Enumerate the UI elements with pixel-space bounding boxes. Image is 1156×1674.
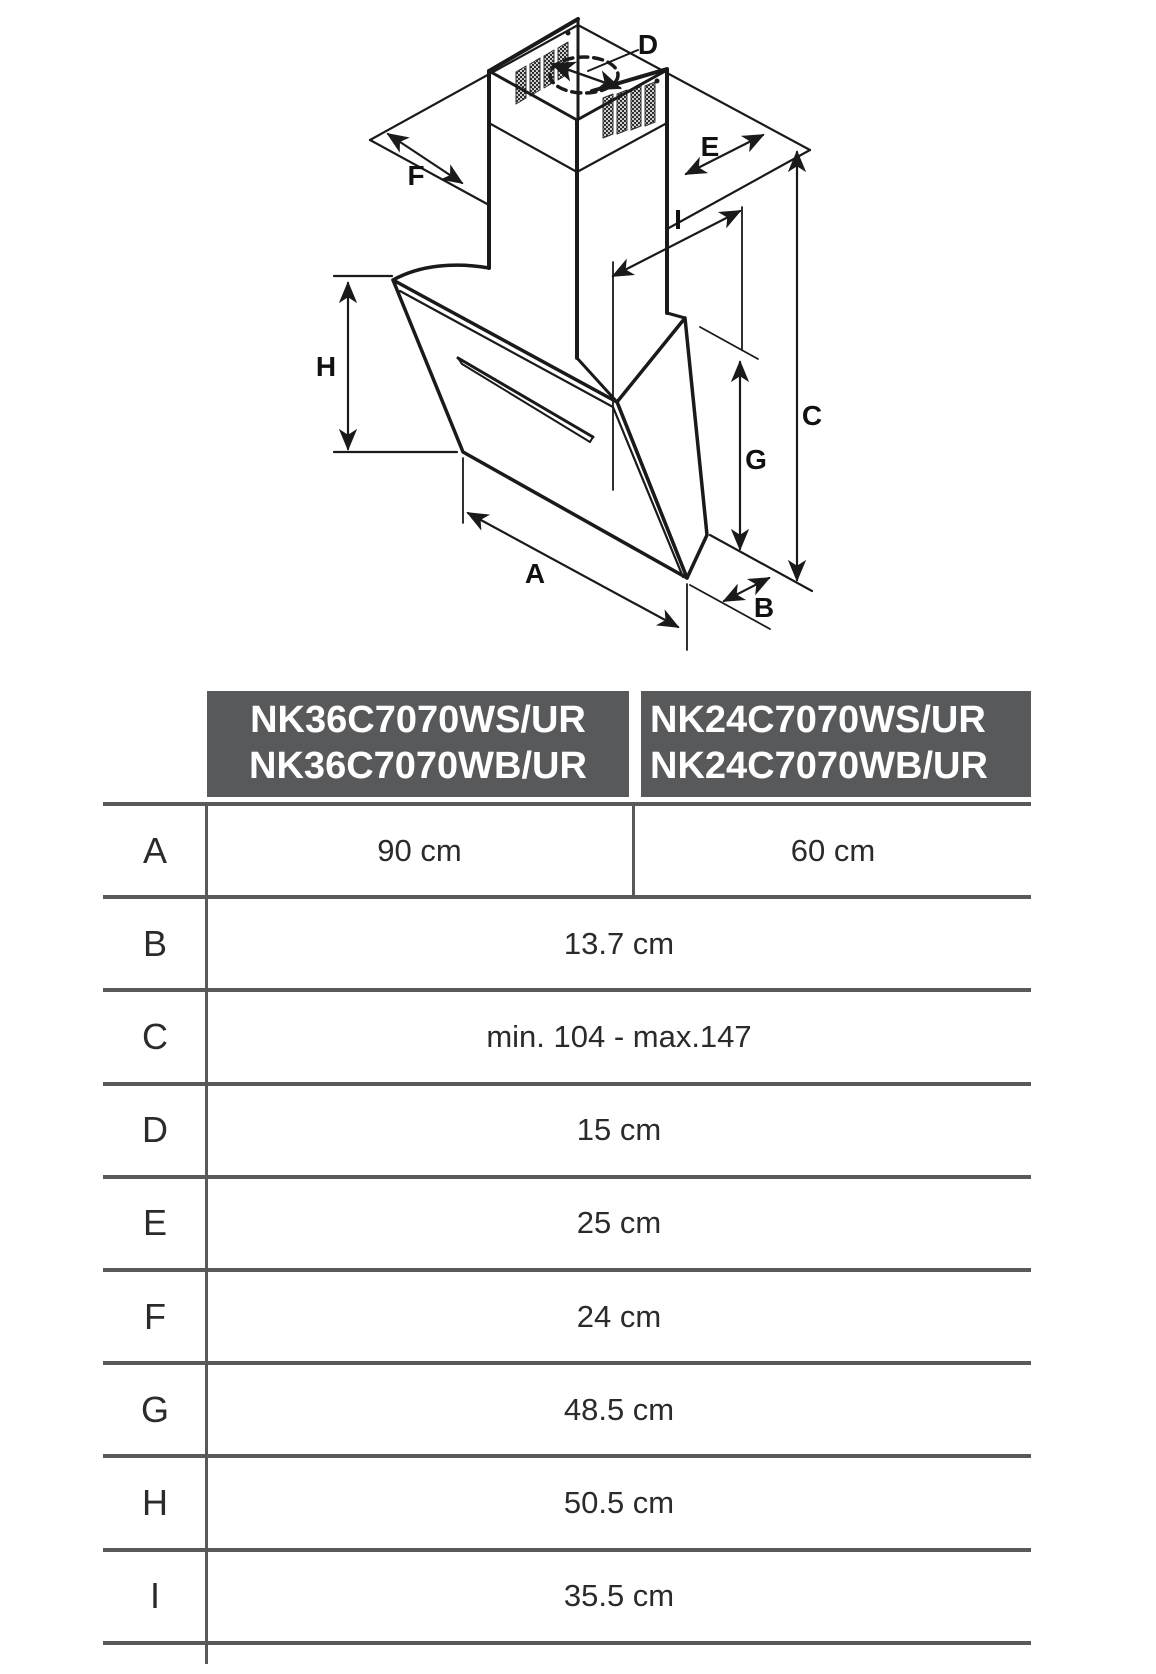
row-value: 15 cm (576, 1112, 662, 1148)
dimension-label-i: I (674, 204, 682, 235)
model-header-left (207, 691, 629, 797)
row-value: 35.5 cm (563, 1578, 675, 1614)
row-label: C (142, 1015, 168, 1057)
table-row (103, 895, 1031, 988)
dimension-label-a: A (524, 558, 546, 589)
model-name: NK36C7070WB/UR (249, 745, 587, 787)
row-label: F (144, 1295, 166, 1337)
range-hood-dimension-diagram (0, 0, 1156, 660)
row-label: G (140, 1388, 169, 1430)
row-label: D (142, 1109, 168, 1151)
dimension-label-h: H (315, 351, 337, 382)
dimension-label-g: G (745, 444, 767, 475)
model-header-right (641, 691, 1031, 797)
dimension-label-f: F (407, 160, 425, 191)
table-row (103, 1082, 1031, 1175)
row-label: B (142, 922, 167, 964)
dimension-arrow-e (686, 135, 763, 174)
hood-body (393, 265, 707, 578)
model-name: NK24C7070WS/UR (650, 699, 986, 741)
wall-mounting-plane (370, 25, 810, 229)
dimension-label-c: C (801, 400, 823, 431)
label-column-divider (205, 802, 208, 1664)
table-row (103, 988, 1031, 1081)
row-value: 25 cm (576, 1205, 662, 1241)
table-row (103, 1454, 1031, 1547)
row-label: I (149, 1575, 160, 1617)
row-value: 48.5 cm (563, 1391, 675, 1427)
row-value: 50.5 cm (563, 1484, 675, 1520)
dimension-arrow-f (388, 134, 462, 183)
model-name: NK36C7070WS/UR (250, 699, 586, 741)
row-value-left: 90 cm (207, 806, 635, 895)
row-label: H (142, 1481, 168, 1523)
table-row (103, 1548, 1031, 1641)
row-label: A (142, 829, 167, 871)
table-row (103, 1361, 1031, 1454)
table-row (103, 1175, 1031, 1268)
model-name: NK24C7070WB/UR (650, 745, 988, 787)
dimension-label-b: B (753, 592, 775, 623)
row-value: min. 104 - max.147 (486, 1018, 752, 1054)
row-value-right: 60 cm (790, 832, 876, 868)
table-row (103, 1268, 1031, 1361)
dimension-label-e: E (700, 131, 720, 162)
table-row (103, 802, 1031, 895)
row-value: 13.7 cm (563, 925, 675, 961)
dimension-label-d: D (637, 29, 659, 60)
row-value: 24 cm (576, 1298, 662, 1334)
dimension-arrow-g (700, 327, 758, 549)
spec-table-rows (103, 802, 1031, 1645)
row-label: E (142, 1202, 167, 1244)
